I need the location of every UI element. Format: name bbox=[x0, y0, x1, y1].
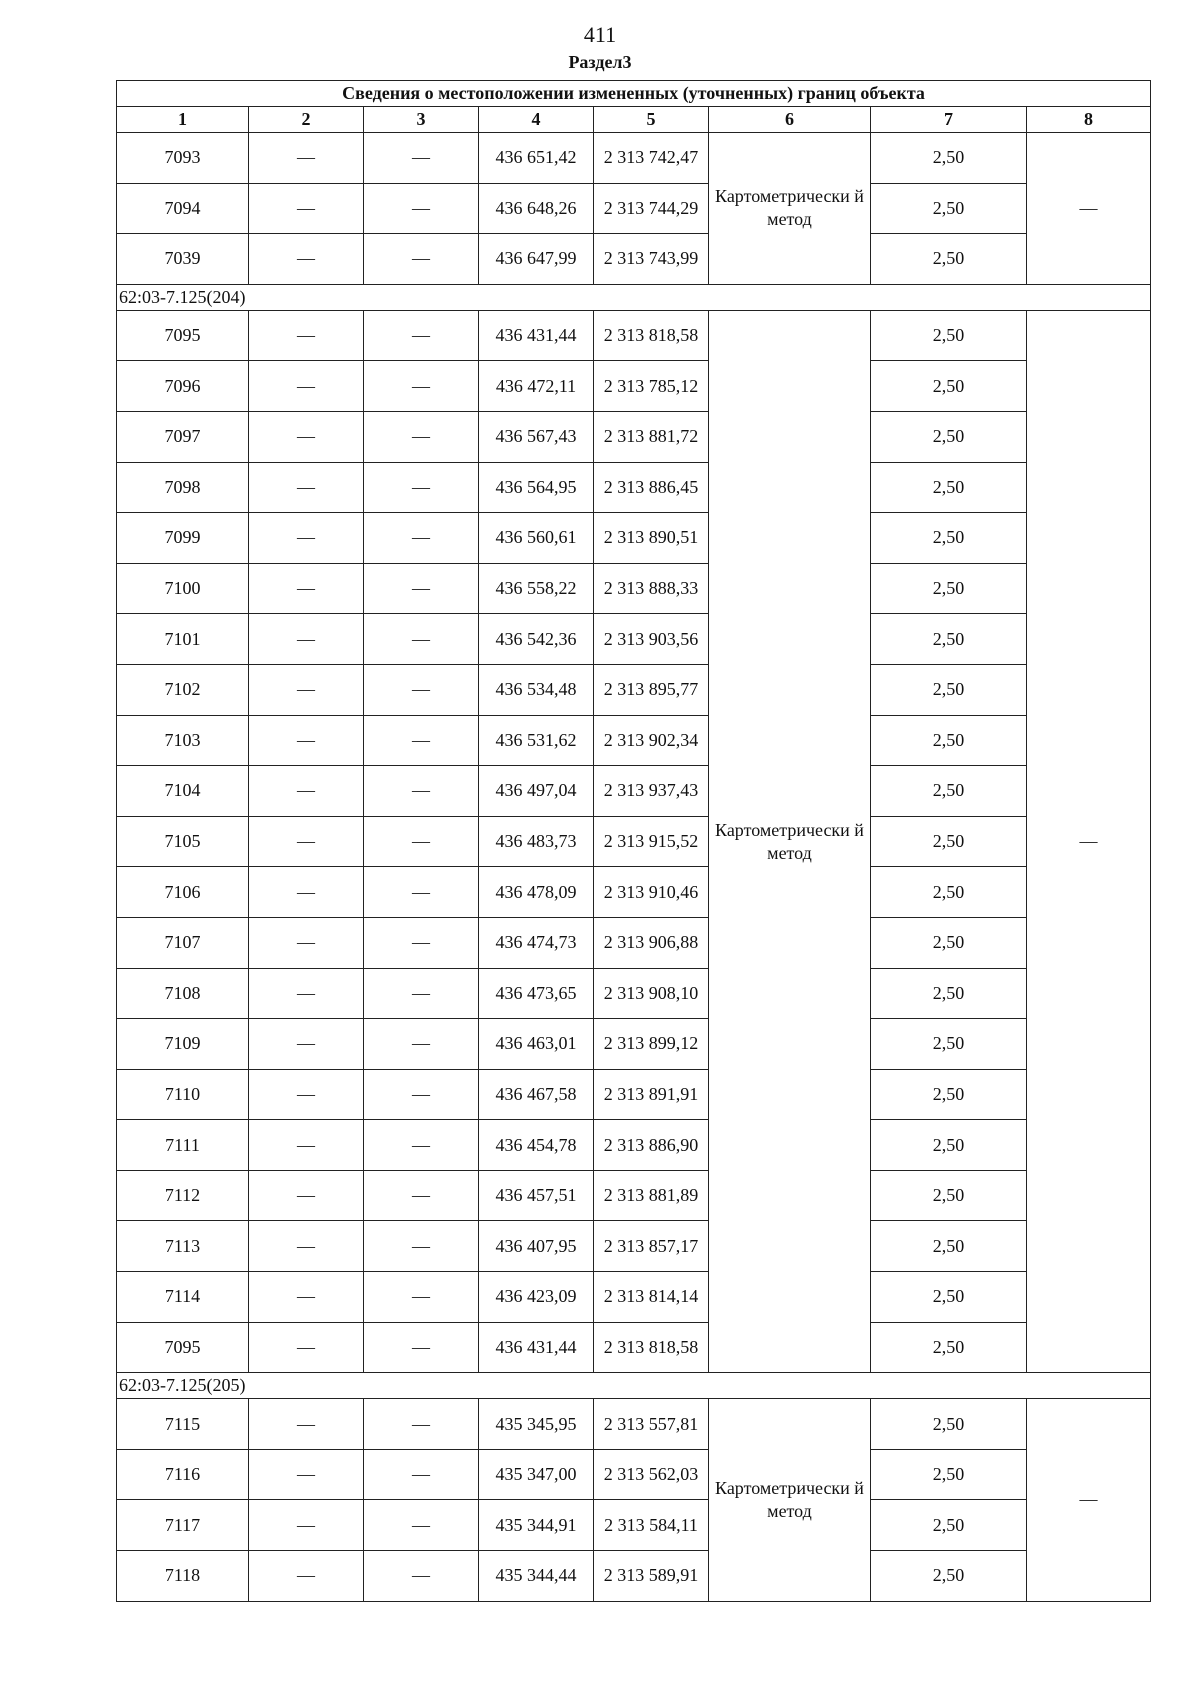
column-number-row bbox=[117, 107, 1151, 133]
table-row bbox=[117, 1120, 1151, 1171]
column-number: 3 bbox=[364, 107, 479, 133]
cadastral-label: 62:03-7.125(204) bbox=[117, 284, 1151, 310]
col3-value: — bbox=[364, 1170, 479, 1221]
coord-x: 436 564,95 bbox=[479, 462, 594, 513]
table-row bbox=[117, 917, 1151, 968]
table-row bbox=[117, 664, 1151, 715]
col3-value: — bbox=[364, 133, 479, 184]
accuracy-value: 2,50 bbox=[871, 1449, 1027, 1500]
table-row bbox=[117, 513, 1151, 564]
coord-x: 436 558,22 bbox=[479, 563, 594, 614]
coord-y: 2 313 891,91 bbox=[594, 1069, 709, 1120]
col3-value: — bbox=[364, 1551, 479, 1602]
point-number: 7095 bbox=[117, 310, 249, 361]
coord-y: 2 313 562,03 bbox=[594, 1449, 709, 1500]
point-number: 7112 bbox=[117, 1170, 249, 1221]
col3-value: — bbox=[364, 1322, 479, 1373]
table-row bbox=[117, 1322, 1151, 1373]
table-row bbox=[117, 816, 1151, 867]
accuracy-value: 2,50 bbox=[871, 361, 1027, 412]
col2-value: — bbox=[249, 513, 364, 564]
coord-y: 2 313 557,81 bbox=[594, 1399, 709, 1450]
coord-y: 2 313 818,58 bbox=[594, 1322, 709, 1373]
coord-y: 2 313 908,10 bbox=[594, 968, 709, 1019]
accuracy-value: 2,50 bbox=[871, 614, 1027, 665]
col3-value: — bbox=[364, 310, 479, 361]
coord-y: 2 313 895,77 bbox=[594, 664, 709, 715]
table-row bbox=[117, 462, 1151, 513]
coord-x: 435 345,95 bbox=[479, 1399, 594, 1450]
table-row bbox=[117, 1170, 1151, 1221]
method-cell: Картометрически й метод bbox=[709, 133, 871, 285]
point-number: 7106 bbox=[117, 867, 249, 918]
section-title: Раздел3 bbox=[568, 52, 632, 72]
point-number: 7099 bbox=[117, 513, 249, 564]
table-row bbox=[117, 563, 1151, 614]
col3-value: — bbox=[364, 1019, 479, 1070]
coord-x: 435 344,91 bbox=[479, 1500, 594, 1551]
coord-y: 2 313 937,43 bbox=[594, 766, 709, 817]
coord-y: 2 313 881,89 bbox=[594, 1170, 709, 1221]
coord-x: 436 531,62 bbox=[479, 715, 594, 766]
coord-y: 2 313 886,90 bbox=[594, 1120, 709, 1171]
col2-value: — bbox=[249, 563, 364, 614]
point-number: 7110 bbox=[117, 1069, 249, 1120]
coord-x: 436 483,73 bbox=[479, 816, 594, 867]
col2-value: — bbox=[249, 1551, 364, 1602]
col3-value: — bbox=[364, 766, 479, 817]
coord-x: 436 567,43 bbox=[479, 411, 594, 462]
accuracy-value: 2,50 bbox=[871, 310, 1027, 361]
coord-y: 2 313 903,56 bbox=[594, 614, 709, 665]
table-caption: Сведения о местоположении измененных (уточненных) границ объекта bbox=[117, 81, 1151, 107]
column-number: 1 bbox=[117, 107, 249, 133]
col3-value: — bbox=[364, 1500, 479, 1551]
col3-value: — bbox=[364, 614, 479, 665]
coord-y: 2 313 818,58 bbox=[594, 310, 709, 361]
point-number: 7114 bbox=[117, 1272, 249, 1323]
table-row bbox=[117, 1069, 1151, 1120]
point-number: 7108 bbox=[117, 968, 249, 1019]
point-number: 7096 bbox=[117, 361, 249, 412]
table-row bbox=[117, 1221, 1151, 1272]
coord-y: 2 313 743,99 bbox=[594, 234, 709, 285]
table-row bbox=[117, 1551, 1151, 1602]
point-number: 7100 bbox=[117, 563, 249, 614]
coord-y: 2 313 881,72 bbox=[594, 411, 709, 462]
point-number: 7105 bbox=[117, 816, 249, 867]
table-row bbox=[117, 1399, 1151, 1450]
accuracy-value: 2,50 bbox=[871, 664, 1027, 715]
accuracy-value: 2,50 bbox=[871, 1272, 1027, 1323]
page-number: 411 bbox=[583, 22, 617, 47]
table-row bbox=[117, 310, 1151, 361]
table-row bbox=[117, 867, 1151, 918]
point-number: 7107 bbox=[117, 917, 249, 968]
coord-y: 2 313 906,88 bbox=[594, 917, 709, 968]
accuracy-value: 2,50 bbox=[871, 1221, 1027, 1272]
col2-value: — bbox=[249, 816, 364, 867]
col2-value: — bbox=[249, 310, 364, 361]
col3-value: — bbox=[364, 917, 479, 968]
accuracy-value: 2,50 bbox=[871, 133, 1027, 184]
accuracy-value: 2,50 bbox=[871, 513, 1027, 564]
point-number: 7111 bbox=[117, 1120, 249, 1171]
accuracy-value: 2,50 bbox=[871, 867, 1027, 918]
column-number: 5 bbox=[594, 107, 709, 133]
coord-x: 436 463,01 bbox=[479, 1019, 594, 1070]
accuracy-value: 2,50 bbox=[871, 234, 1027, 285]
col2-value: — bbox=[249, 766, 364, 817]
table-row bbox=[117, 234, 1151, 285]
col2-value: — bbox=[249, 1322, 364, 1373]
coord-x: 436 467,58 bbox=[479, 1069, 594, 1120]
col2-value: — bbox=[249, 1399, 364, 1450]
col3-value: — bbox=[364, 1449, 479, 1500]
coord-x: 436 478,09 bbox=[479, 867, 594, 918]
col2-value: — bbox=[249, 1120, 364, 1171]
coord-y: 2 313 589,91 bbox=[594, 1551, 709, 1602]
accuracy-value: 2,50 bbox=[871, 715, 1027, 766]
table-body bbox=[117, 133, 1151, 1602]
col3-value: — bbox=[364, 1120, 479, 1171]
coord-x: 436 454,78 bbox=[479, 1120, 594, 1171]
coord-x: 436 560,61 bbox=[479, 513, 594, 564]
accuracy-value: 2,50 bbox=[871, 1399, 1027, 1450]
accuracy-value: 2,50 bbox=[871, 1551, 1027, 1602]
point-number: 7116 bbox=[117, 1449, 249, 1500]
accuracy-value: 2,50 bbox=[871, 766, 1027, 817]
accuracy-value: 2,50 bbox=[871, 816, 1027, 867]
point-number: 7118 bbox=[117, 1551, 249, 1602]
accuracy-value: 2,50 bbox=[871, 1322, 1027, 1373]
coordinates-table bbox=[116, 80, 1151, 1602]
table-row bbox=[117, 183, 1151, 234]
coord-y: 2 313 814,14 bbox=[594, 1272, 709, 1323]
table-row bbox=[117, 133, 1151, 184]
column-number: 2 bbox=[249, 107, 364, 133]
coord-y: 2 313 584,11 bbox=[594, 1500, 709, 1551]
column-number: 8 bbox=[1027, 107, 1151, 133]
point-number: 7117 bbox=[117, 1500, 249, 1551]
col2-value: — bbox=[249, 1069, 364, 1120]
col3-value: — bbox=[364, 664, 479, 715]
accuracy-value: 2,50 bbox=[871, 183, 1027, 234]
coord-x: 436 651,42 bbox=[479, 133, 594, 184]
method-cell: Картометрически й метод bbox=[709, 1399, 871, 1601]
coord-y: 2 313 890,51 bbox=[594, 513, 709, 564]
accuracy-value: 2,50 bbox=[871, 1120, 1027, 1171]
table-row bbox=[117, 766, 1151, 817]
accuracy-value: 2,50 bbox=[871, 1500, 1027, 1551]
point-number: 7094 bbox=[117, 183, 249, 234]
accuracy-value: 2,50 bbox=[871, 917, 1027, 968]
coord-y: 2 313 915,52 bbox=[594, 816, 709, 867]
col2-value: — bbox=[249, 614, 364, 665]
accuracy-value: 2,50 bbox=[871, 462, 1027, 513]
col2-value: — bbox=[249, 1019, 364, 1070]
col3-value: — bbox=[364, 968, 479, 1019]
table-row bbox=[117, 968, 1151, 1019]
col3-value: — bbox=[364, 411, 479, 462]
col3-value: — bbox=[364, 867, 479, 918]
point-number: 7102 bbox=[117, 664, 249, 715]
col2-value: — bbox=[249, 1170, 364, 1221]
accuracy-value: 2,50 bbox=[871, 1019, 1027, 1070]
coord-x: 436 647,99 bbox=[479, 234, 594, 285]
table-row bbox=[117, 361, 1151, 412]
coord-x: 436 534,48 bbox=[479, 664, 594, 715]
col2-value: — bbox=[249, 715, 364, 766]
method-cell: Картометрически й метод bbox=[709, 310, 871, 1372]
group-header-row bbox=[117, 284, 1151, 310]
coord-x: 435 344,44 bbox=[479, 1551, 594, 1602]
accuracy-value: 2,50 bbox=[871, 1069, 1027, 1120]
coord-y: 2 313 899,12 bbox=[594, 1019, 709, 1070]
coord-y: 2 313 888,33 bbox=[594, 563, 709, 614]
accuracy-value: 2,50 bbox=[871, 563, 1027, 614]
col3-value: — bbox=[364, 183, 479, 234]
col2-value: — bbox=[249, 234, 364, 285]
coord-x: 436 472,11 bbox=[479, 361, 594, 412]
coord-x: 436 431,44 bbox=[479, 310, 594, 361]
col3-value: — bbox=[364, 563, 479, 614]
point-number: 7093 bbox=[117, 133, 249, 184]
table-row bbox=[117, 1500, 1151, 1551]
table-row bbox=[117, 1449, 1151, 1500]
col2-value: — bbox=[249, 183, 364, 234]
coord-x: 436 648,26 bbox=[479, 183, 594, 234]
point-number: 7103 bbox=[117, 715, 249, 766]
coord-y: 2 313 785,12 bbox=[594, 361, 709, 412]
col3-value: — bbox=[364, 1399, 479, 1450]
col2-value: — bbox=[249, 411, 364, 462]
table-row bbox=[117, 1019, 1151, 1070]
accuracy-value: 2,50 bbox=[871, 1170, 1027, 1221]
col2-value: — bbox=[249, 664, 364, 715]
col3-value: — bbox=[364, 361, 479, 412]
point-number: 7109 bbox=[117, 1019, 249, 1070]
cadastral-label: 62:03-7.125(205) bbox=[117, 1373, 1151, 1399]
point-number: 7098 bbox=[117, 462, 249, 513]
col2-value: — bbox=[249, 917, 364, 968]
coord-x: 435 347,00 bbox=[479, 1449, 594, 1500]
coord-y: 2 313 857,17 bbox=[594, 1221, 709, 1272]
accuracy-value: 2,50 bbox=[871, 411, 1027, 462]
coord-y: 2 313 902,34 bbox=[594, 715, 709, 766]
col2-value: — bbox=[249, 133, 364, 184]
point-number: 7113 bbox=[117, 1221, 249, 1272]
group-header-row bbox=[117, 1373, 1151, 1399]
column-number: 7 bbox=[871, 107, 1027, 133]
col3-value: — bbox=[364, 234, 479, 285]
col3-value: — bbox=[364, 816, 479, 867]
table-row bbox=[117, 715, 1151, 766]
point-number: 7039 bbox=[117, 234, 249, 285]
col3-value: — bbox=[364, 1221, 479, 1272]
col3-value: — bbox=[364, 462, 479, 513]
table-row bbox=[117, 1272, 1151, 1323]
coord-x: 436 431,44 bbox=[479, 1322, 594, 1373]
coord-x: 436 457,51 bbox=[479, 1170, 594, 1221]
coord-x: 436 407,95 bbox=[479, 1221, 594, 1272]
col8-value: — bbox=[1027, 1399, 1151, 1601]
coord-x: 436 497,04 bbox=[479, 766, 594, 817]
col3-value: — bbox=[364, 513, 479, 564]
point-number: 7115 bbox=[117, 1399, 249, 1450]
col8-value: — bbox=[1027, 310, 1151, 1372]
column-number: 6 bbox=[709, 107, 871, 133]
col3-value: — bbox=[364, 715, 479, 766]
coord-x: 436 473,65 bbox=[479, 968, 594, 1019]
col8-value: — bbox=[1027, 133, 1151, 285]
coord-x: 436 423,09 bbox=[479, 1272, 594, 1323]
col3-value: — bbox=[364, 1272, 479, 1323]
coord-y: 2 313 910,46 bbox=[594, 867, 709, 918]
table-row bbox=[117, 411, 1151, 462]
col2-value: — bbox=[249, 1221, 364, 1272]
col2-value: — bbox=[249, 361, 364, 412]
col2-value: — bbox=[249, 867, 364, 918]
coord-y: 2 313 744,29 bbox=[594, 183, 709, 234]
accuracy-value: 2,50 bbox=[871, 968, 1027, 1019]
coord-y: 2 313 886,45 bbox=[594, 462, 709, 513]
col2-value: — bbox=[249, 462, 364, 513]
col3-value: — bbox=[364, 1069, 479, 1120]
column-number: 4 bbox=[479, 107, 594, 133]
coord-x: 436 474,73 bbox=[479, 917, 594, 968]
point-number: 7101 bbox=[117, 614, 249, 665]
col2-value: — bbox=[249, 968, 364, 1019]
col2-value: — bbox=[249, 1500, 364, 1551]
point-number: 7095 bbox=[117, 1322, 249, 1373]
col2-value: — bbox=[249, 1272, 364, 1323]
point-number: 7104 bbox=[117, 766, 249, 817]
table-row bbox=[117, 614, 1151, 665]
coord-x: 436 542,36 bbox=[479, 614, 594, 665]
point-number: 7097 bbox=[117, 411, 249, 462]
col2-value: — bbox=[249, 1449, 364, 1500]
coord-y: 2 313 742,47 bbox=[594, 133, 709, 184]
